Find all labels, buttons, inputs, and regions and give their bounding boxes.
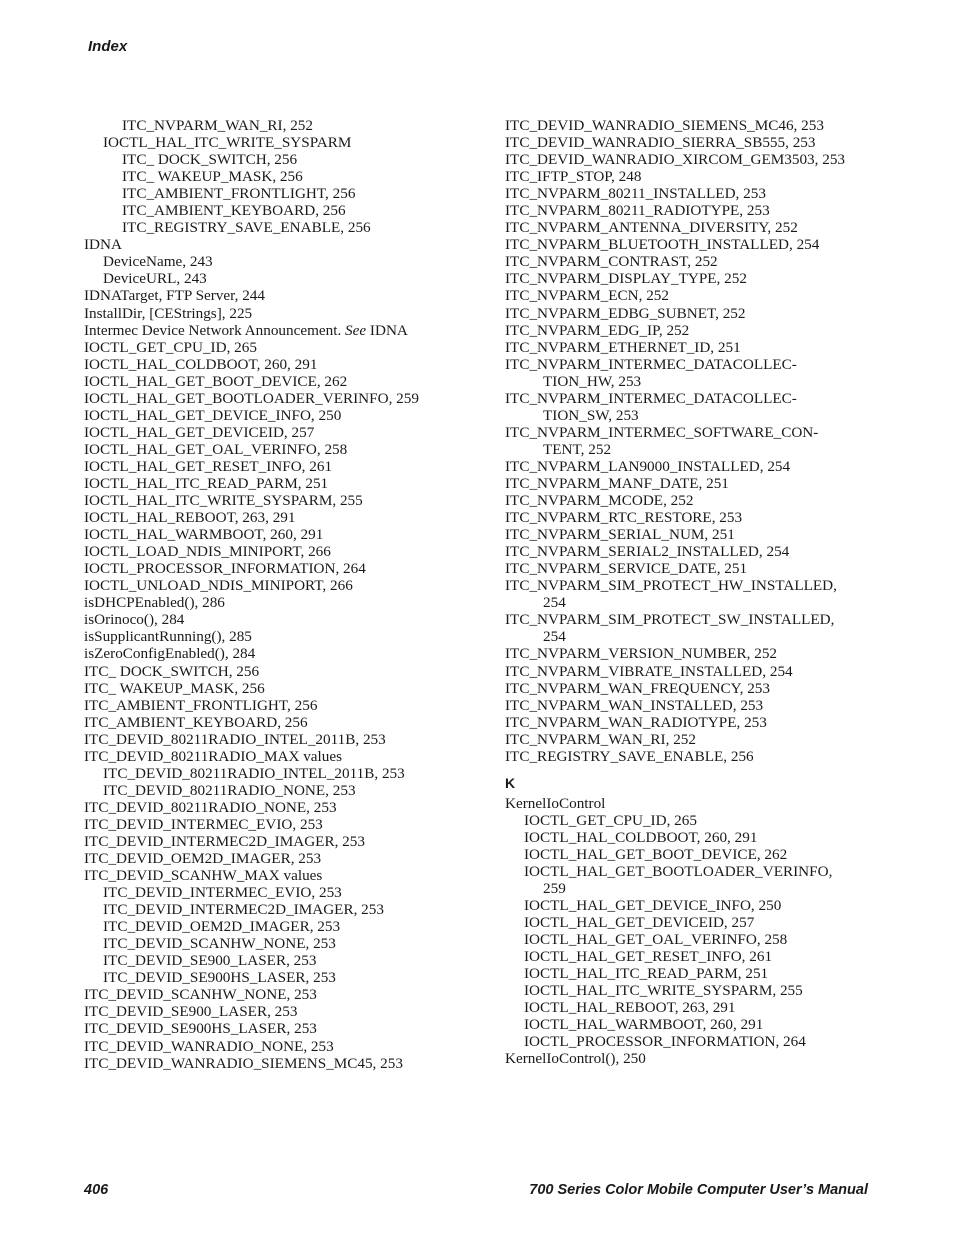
index-entry: ITC_NVPARM_CONTRAST, 252 xyxy=(505,253,718,271)
index-subentry: IOCTL_HAL_GET_RESET_INFO, 261 xyxy=(524,948,773,966)
index-entry: isDHCPEnabled(), 286 xyxy=(84,594,225,612)
index-entry: IOCTL_HAL_ITC_READ_PARM, 251 xyxy=(84,474,329,492)
index-entry: ITC_NVPARM_INTERMEC_SOFTWARE_CON- xyxy=(505,423,819,441)
index-entry: IDNA xyxy=(84,236,122,254)
index-subentry: ITC_AMBIENT_KEYBOARD, 256 xyxy=(122,202,346,220)
index-entry: IOCTL_HAL_REBOOT, 263, 291 xyxy=(84,509,296,527)
index-entry: ITC_DEVID_SE900_LASER, 253 xyxy=(84,1003,298,1021)
index-entry: ITC_NVPARM_ANTENNA_DIVERSITY, 252 xyxy=(505,219,798,237)
index-entry: ITC_DEVID_SCANHW_NONE, 253 xyxy=(84,986,317,1004)
index-entry: IOCTL_HAL_GET_BOOT_DEVICE, 262 xyxy=(84,372,348,390)
index-entry: ITC_NVPARM_SERVICE_DATE, 251 xyxy=(505,560,748,578)
index-entry: ITC_NVPARM_WAN_RI, 252 xyxy=(505,730,696,748)
index-subentry: 259 xyxy=(543,880,566,898)
index-subentry: ITC_DEVID_SE900_LASER, 253 xyxy=(103,952,317,970)
index-subentry: ITC_DEVID_SCANHW_NONE, 253 xyxy=(103,935,336,953)
index-entry: IOCTL_HAL_GET_OAL_VERINFO, 258 xyxy=(84,440,348,458)
index-subentry: ITC_ WAKEUP_MASK, 256 xyxy=(122,168,303,186)
index-entry: ITC_NVPARM_WAN_RADIOTYPE, 253 xyxy=(505,713,767,731)
index-subentry: ITC_DEVID_80211RADIO_NONE, 253 xyxy=(103,781,356,799)
index-entry: ITC_NVPARM_WAN_INSTALLED, 253 xyxy=(505,696,764,714)
index-entry: isOrinoco(), 284 xyxy=(84,611,185,629)
index-entry: ITC_NVPARM_SERIAL_NUM, 251 xyxy=(505,526,735,544)
index-entry: IOCTL_HAL_ITC_WRITE_SYSPARM, 255 xyxy=(84,492,363,510)
index-entry: ITC_IFTP_STOP, 248 xyxy=(505,168,642,186)
index-subentry: ITC_DEVID_INTERMEC2D_IMAGER, 253 xyxy=(103,901,384,919)
index-entry: KernelIoControl xyxy=(505,794,606,812)
index-entry: ITC_DEVID_WANRADIO_SIEMENS_MC45, 253 xyxy=(84,1054,403,1072)
index-entry: ITC_DEVID_WANRADIO_XIRCOM_GEM3503, 253 xyxy=(505,151,846,169)
index-entry: IOCTL_GET_CPU_ID, 265 xyxy=(84,338,257,356)
index-entry: ITC_AMBIENT_FRONTLIGHT, 256 xyxy=(84,696,318,714)
index-subentry: IOCTL_GET_CPU_ID, 265 xyxy=(524,811,697,829)
index-subentry: IOCTL_HAL_ITC_READ_PARM, 251 xyxy=(524,965,769,983)
index-entry: ITC_NVPARM_EDBG_SUBNET, 252 xyxy=(505,304,746,322)
index-entry: ITC_AMBIENT_KEYBOARD, 256 xyxy=(84,713,308,731)
index-subentry: ITC_DEVID_SE900HS_LASER, 253 xyxy=(103,969,336,987)
index-subentry: IOCTL_HAL_COLDBOOT, 260, 291 xyxy=(524,828,758,846)
index-entry: ITC_NVPARM_RTC_RESTORE, 253 xyxy=(505,509,743,527)
index-entry: InstallDir, [CEStrings], 225 xyxy=(84,304,253,322)
index-subentry: IOCTL_HAL_WARMBOOT, 260, 291 xyxy=(524,1016,764,1034)
index-subentry: IOCTL_HAL_REBOOT, 263, 291 xyxy=(524,999,736,1017)
index-subentry: 254 xyxy=(543,594,566,612)
index-entry: IOCTL_UNLOAD_NDIS_MINIPORT, 266 xyxy=(84,577,353,595)
index-entry: ITC_NVPARM_BLUETOOTH_INSTALLED, 254 xyxy=(505,236,820,254)
index-entry: IOCTL_HAL_COLDBOOT, 260, 291 xyxy=(84,355,318,373)
index-entry: isSupplicantRunning(), 285 xyxy=(84,628,252,646)
index-entry: IOCTL_HAL_GET_DEVICEID, 257 xyxy=(84,423,315,441)
index-entry: IOCTL_HAL_GET_RESET_INFO, 261 xyxy=(84,457,333,475)
page-number: 406 xyxy=(84,1182,109,1198)
index-entry: ITC_NVPARM_80211_RADIOTYPE, 253 xyxy=(505,202,770,220)
index-entry: IDNATarget, FTP Server, 244 xyxy=(84,287,265,305)
index-subentry: IOCTL_PROCESSOR_INFORMATION, 264 xyxy=(524,1033,806,1051)
index-entry: ITC_DEVID_WANRADIO_NONE, 253 xyxy=(84,1037,334,1055)
index-entry: ITC_DEVID_80211RADIO_NONE, 253 xyxy=(84,798,337,816)
index-entry: ITC_DEVID_SCANHW_MAX values xyxy=(84,867,323,885)
index-entry: ITC_REGISTRY_SAVE_ENABLE, 256 xyxy=(505,747,754,765)
index-entry: ITC_DEVID_80211RADIO_MAX values xyxy=(84,747,343,765)
index-entry: ITC_ DOCK_SWITCH, 256 xyxy=(84,662,260,680)
index-entry: ITC_DEVID_WANRADIO_SIERRA_SB555, 253 xyxy=(505,134,816,152)
index-subentry: ITC_DEVID_80211RADIO_INTEL_2011B, 253 xyxy=(103,764,405,782)
index-entry: ITC_NVPARM_WAN_FREQUENCY, 253 xyxy=(505,679,770,697)
index-entry: ITC_NVPARM_LAN9000_INSTALLED, 254 xyxy=(505,457,791,475)
index-subentry: TION_HW, 253 xyxy=(543,372,642,390)
manual-title: 700 Series Color Mobile Computer User’s Manual xyxy=(529,1182,868,1198)
index-entry: ITC_DEVID_OEM2D_IMAGER, 253 xyxy=(84,850,322,868)
index-entry: ITC_DEVID_SE900HS_LASER, 253 xyxy=(84,1020,317,1038)
index-entry: ITC_NVPARM_SIM_PROTECT_HW_INSTALLED, xyxy=(505,577,837,595)
index-entry: ITC_NVPARM_ECN, 252 xyxy=(505,287,669,305)
index-column-right xyxy=(505,117,845,1068)
index-subentry: ITC_DEVID_INTERMEC_EVIO, 253 xyxy=(103,884,342,902)
index-subentry: IOCTL_HAL_ITC_WRITE_SYSPARM xyxy=(103,134,352,152)
index-entry: IOCTL_HAL_GET_BOOTLOADER_VERINFO, 259 xyxy=(84,389,419,407)
index-entry: ITC_NVPARM_80211_INSTALLED, 253 xyxy=(505,185,766,203)
index-entry: ITC_NVPARM_VIBRATE_INSTALLED, 254 xyxy=(505,662,793,680)
index-entry: ITC_NVPARM_MCODE, 252 xyxy=(505,492,694,510)
index-subentry: IOCTL_HAL_GET_BOOTLOADER_VERINFO, xyxy=(524,862,833,880)
index-entry: IOCTL_HAL_GET_DEVICE_INFO, 250 xyxy=(84,406,342,424)
index-subentry: IOCTL_HAL_GET_OAL_VERINFO, 258 xyxy=(524,931,788,949)
index-subentry: ITC_AMBIENT_FRONTLIGHT, 256 xyxy=(122,185,356,203)
index-subentry: 254 xyxy=(543,628,566,646)
index-subentry: IOCTL_HAL_ITC_WRITE_SYSPARM, 255 xyxy=(524,982,803,1000)
index-entry: Intermec Device Network Announcement. See IDNA xyxy=(84,321,408,339)
index-entry: KernelIoControl(), 250 xyxy=(505,1050,646,1068)
index-subentry: DeviceName, 243 xyxy=(103,253,213,271)
index-entry: IOCTL_PROCESSOR_INFORMATION, 264 xyxy=(84,560,366,578)
index-entry: ITC_DEVID_INTERMEC_EVIO, 253 xyxy=(84,815,323,833)
index-entry: IOCTL_HAL_WARMBOOT, 260, 291 xyxy=(84,526,324,544)
index-subentry: IOCTL_HAL_GET_BOOT_DEVICE, 262 xyxy=(524,845,788,863)
index-entry: isZeroConfigEnabled(), 284 xyxy=(84,645,256,663)
index-entry: ITC_DEVID_INTERMEC2D_IMAGER, 253 xyxy=(84,832,365,850)
index-entry: IOCTL_LOAD_NDIS_MINIPORT, 266 xyxy=(84,543,331,561)
index-subentry: TENT, 252 xyxy=(543,440,612,458)
index-entry: ITC_NVPARM_EDG_IP, 252 xyxy=(505,321,690,339)
index-entry: ITC_NVPARM_INTERMEC_DATACOLLEC- xyxy=(505,389,797,407)
index-subentry: IOCTL_HAL_GET_DEVICEID, 257 xyxy=(524,914,755,932)
index-subentry: ITC_DEVID_OEM2D_IMAGER, 253 xyxy=(103,918,341,936)
index-entry: ITC_NVPARM_SIM_PROTECT_SW_INSTALLED, xyxy=(505,611,835,629)
index-entry: ITC_NVPARM_SERIAL2_INSTALLED, 254 xyxy=(505,543,790,561)
index-entry: ITC_NVPARM_MANF_DATE, 251 xyxy=(505,474,729,492)
index-subentry: ITC_ DOCK_SWITCH, 256 xyxy=(122,151,298,169)
index-entry: ITC_NVPARM_INTERMEC_DATACOLLEC- xyxy=(505,355,797,373)
index-subentry: TION_SW, 253 xyxy=(543,406,639,424)
index-subentry: DeviceURL, 243 xyxy=(103,270,207,288)
running-header: Index xyxy=(88,38,128,55)
index-entry: ITC_ WAKEUP_MASK, 256 xyxy=(84,679,265,697)
index-subentry: ITC_REGISTRY_SAVE_ENABLE, 256 xyxy=(122,219,371,237)
index-entry: ITC_DEVID_WANRADIO_SIEMENS_MC46, 253 xyxy=(505,117,824,134)
index-entry: ITC_DEVID_80211RADIO_INTEL_2011B, 253 xyxy=(84,730,386,748)
index-column-left xyxy=(84,117,419,1072)
index-letter-heading: K xyxy=(505,774,516,791)
index-entry: ITC_NVPARM_VERSION_NUMBER, 252 xyxy=(505,645,778,663)
index-entry: ITC_NVPARM_DISPLAY_TYPE, 252 xyxy=(505,270,747,288)
index-subentry: ITC_NVPARM_WAN_RI, 252 xyxy=(122,117,313,134)
index-entry: ITC_NVPARM_ETHERNET_ID, 251 xyxy=(505,338,741,356)
index-subentry: IOCTL_HAL_GET_DEVICE_INFO, 250 xyxy=(524,897,782,915)
